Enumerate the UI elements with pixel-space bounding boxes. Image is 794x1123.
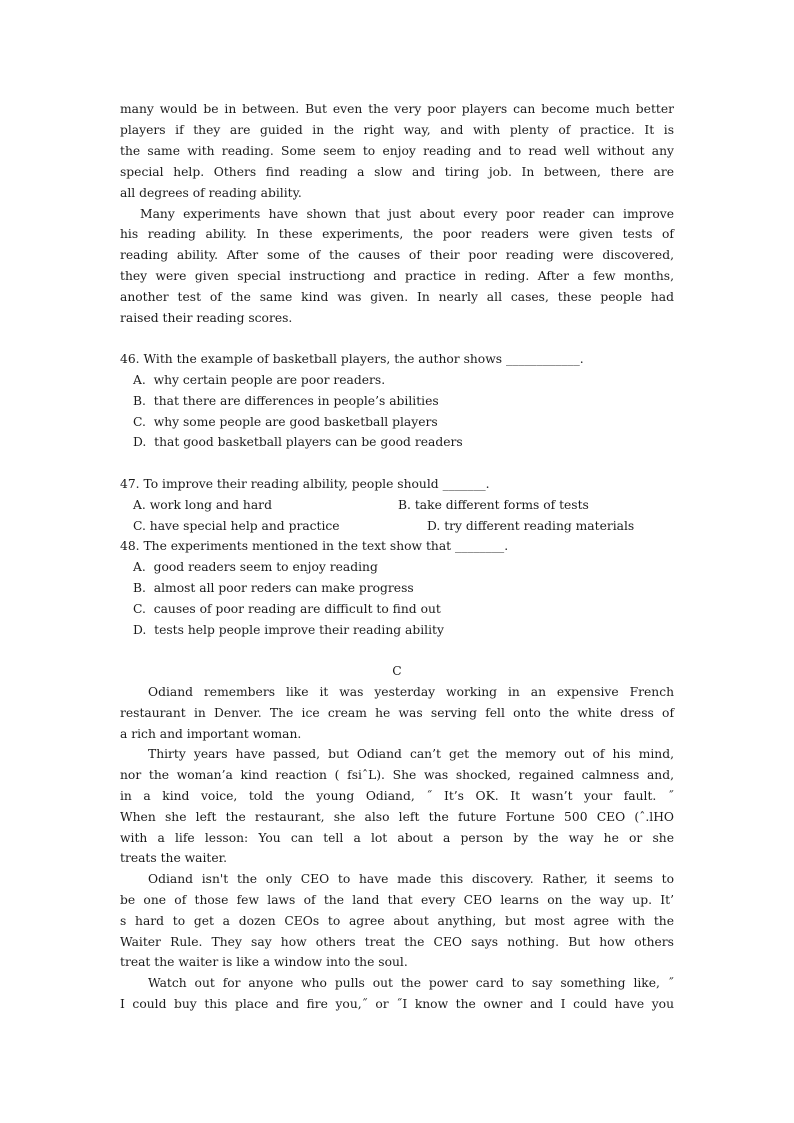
passage-c-line: a rich and important woman. — [120, 727, 302, 741]
question-46-option: A. why certain people are poor readers. — [133, 373, 386, 387]
section-heading: C — [392, 664, 402, 678]
question-46-stem: 46. With the example of basketball players, the author shows ____________. — [120, 352, 584, 366]
passage-c-line: Thirty years have passed, but Odiand can’t get the memory out of his mind, — [148, 747, 674, 761]
passage-b-line: his reading ability. In these experiments, the poor readers were given tests of — [120, 227, 674, 241]
passage-c-line: be one of those few laws of the land that every CEO learns on the way up. It’ — [120, 893, 674, 907]
passage-b-line: they were given special instructiong and practice in reding. After a few months, — [120, 269, 674, 283]
passage-b-line: special help. Others find reading a slow and tiring job. In between, there are — [120, 165, 674, 179]
question-48-stem: 48. The experiments mentioned in the text show that ________. — [120, 539, 509, 553]
question-47-option-a: A. work long and hard — [133, 498, 272, 512]
passage-c-line: treats the waiter. — [120, 851, 228, 865]
passage-c-line: Watch out for anyone who pulls out the power card to say something like, ˝ — [148, 976, 674, 990]
question-46-option: C. why some people are good basketball players — [133, 415, 438, 429]
question-47-option-c: C. have special help and practice — [133, 519, 340, 533]
passage-c-line: treat the waiter is like a window into the soul. — [120, 955, 408, 969]
passage-b-line: another test of the same kind was given. In nearly all cases, these people had — [120, 290, 674, 304]
passage-c-line: nor the woman’a kind reaction ( fsiˆL). She was shocked, regained calmness and, — [120, 768, 674, 782]
passage-c-line: When she left the restaurant, she also left the future Fortune 500 CEO (ˆ.lHO — [120, 810, 674, 824]
passage-b-line: many would be in between. But even the very poor players can become much better — [120, 102, 674, 116]
passage-b-line: the same with reading. Some seem to enjoy reading and to read well without any — [120, 144, 674, 158]
question-48-option: D. tests help people improve their reading ability — [133, 623, 444, 637]
passage-c-line: Odiand remembers like it was yesterday working in an expensive French — [148, 685, 674, 699]
passage-b-line: raised their reading scores. — [120, 311, 293, 325]
question-47-stem: 47. To improve their reading albility, people should _______. — [120, 477, 490, 491]
question-48-option: C. causes of poor reading are difficult to find out — [133, 602, 441, 616]
passage-c-line: Odiand isn't the only CEO to have made this discovery. Rather, it seems to — [148, 872, 674, 886]
passage-c-line: Waiter Rule. They say how others treat the CEO says nothing. But how others — [120, 935, 674, 949]
question-47-option-d: D. try different reading materials — [427, 519, 635, 533]
question-48-option: B. almost all poor reders can make progress — [133, 581, 414, 595]
passage-c-line: in a kind voice, told the young Odiand, ˝ It’s OK. It wasn’t your fault. ˝ — [120, 789, 674, 803]
question-48-option: A. good readers seem to enjoy reading — [133, 560, 378, 574]
passage-c-line: with a life lesson: You can tell a lot about a person by the way he or she — [120, 831, 674, 845]
passage-b-line: reading ability. After some of the causes of their poor reading were discovered, — [120, 248, 674, 262]
passage-c-line: I could buy this place and fire you,˝ or ˝I know the owner and I could have you — [120, 997, 674, 1011]
passage-b-line: all degrees of reading ability. — [120, 186, 302, 200]
question-47-option-b: B. take different forms of tests — [398, 498, 589, 512]
passage-b-line: players if they are guided in the right way, and with plenty of practice. It is — [120, 123, 674, 137]
passage-c-line: s hard to get a dozen CEOs to agree about anything, but most agree with the — [120, 914, 674, 928]
question-46-option: D. that good basketball players can be good readers — [133, 435, 463, 449]
passage-c-line: restaurant in Denver. The ice cream he was serving fell onto the white dress of — [120, 706, 674, 720]
question-46-option: B. that there are differences in people’s abilities — [133, 394, 439, 408]
passage-b-line: Many experiments have shown that just about every poor reader can improve — [140, 207, 674, 221]
